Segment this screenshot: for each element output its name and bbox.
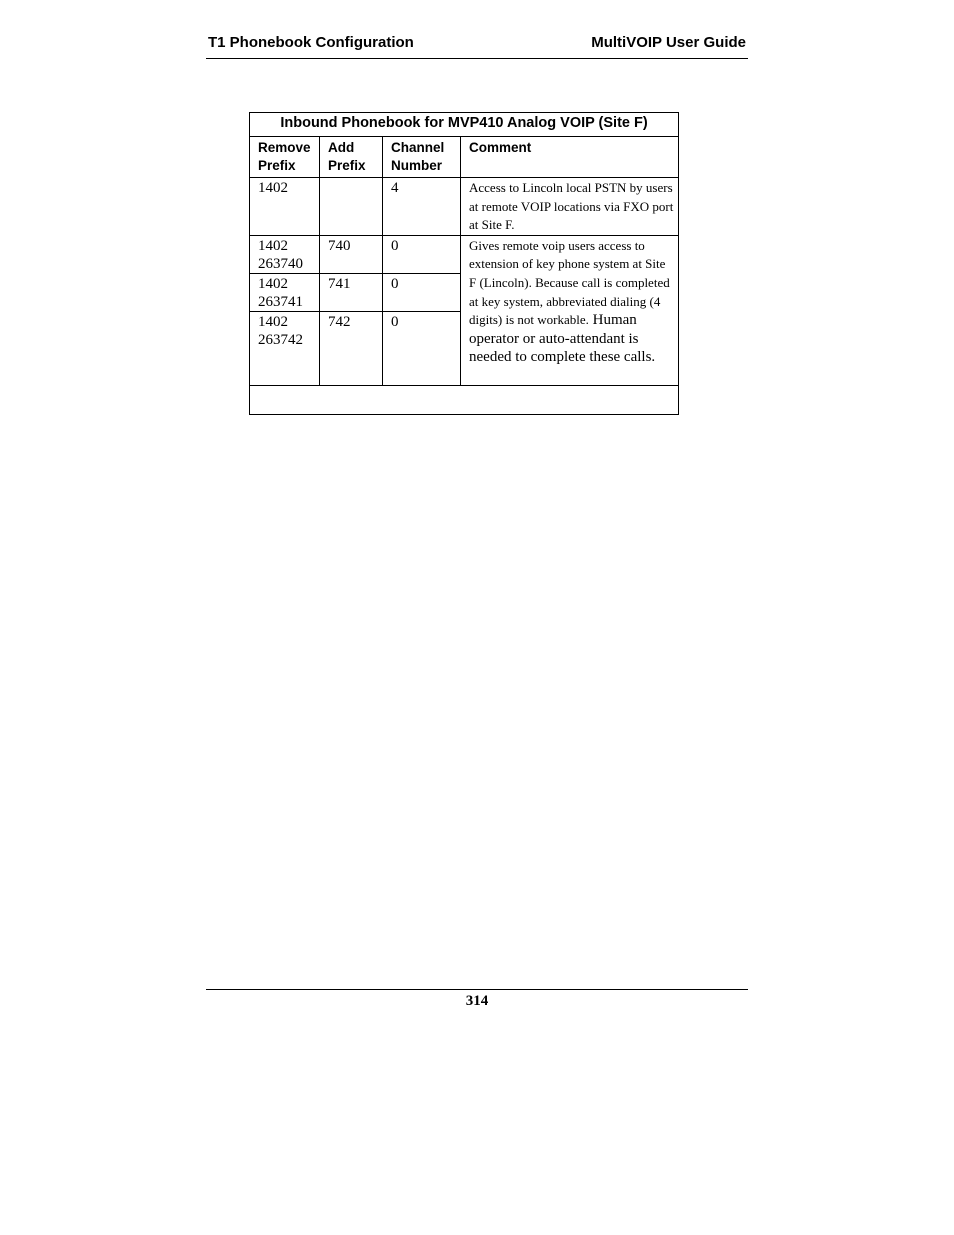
page-header <box>206 33 748 59</box>
add-prefix-cell <box>320 178 383 236</box>
add-prefix-cell: 740 <box>320 235 383 273</box>
channel-cell: 4 <box>383 178 461 236</box>
comment-cell: Access to Lincoln local PSTN by users at remote VOIP locations via FXO port at Site F. <box>461 178 679 236</box>
col-header-remove-prefix: Remove Prefix <box>250 137 320 178</box>
comment-cell: Gives remote voip users access to extension of key phone system at Site F (Lincoln). Because call is completed at key system, abbreviated dialing (4 digits) is not workable. Human operator or auto-attendant is needed to complete these calls. <box>461 235 679 385</box>
add-prefix-cell: 741 <box>320 273 383 311</box>
table-row <box>250 178 679 236</box>
table-row <box>250 235 679 273</box>
empty-cell <box>250 385 679 414</box>
channel-cell: 0 <box>383 311 461 385</box>
page-number: 314 <box>465 993 489 1009</box>
remove-prefix-cell: 1402 263740 <box>250 235 320 273</box>
remove-prefix-cell: 1402 263742 <box>250 311 320 385</box>
col-header-channel-number: Channel Number <box>383 137 461 178</box>
header-section-title: T1 Phonebook Configuration <box>208 34 414 51</box>
page-footer <box>206 989 748 1010</box>
header-guide-title: MultiVOIP User Guide <box>591 34 746 51</box>
empty-row <box>250 385 679 414</box>
remove-prefix-cell: 1402 263741 <box>250 273 320 311</box>
remove-prefix-cell: 1402 <box>250 178 320 236</box>
channel-cell: 0 <box>383 235 461 273</box>
table-title: Inbound Phonebook for MVP410 Analog VOIP (Site F) <box>250 113 679 137</box>
inbound-phonebook-table <box>249 112 679 415</box>
col-header-comment: Comment <box>461 137 679 178</box>
channel-cell: 0 <box>383 273 461 311</box>
col-header-add-prefix: Add Prefix <box>320 137 383 178</box>
add-prefix-cell: 742 <box>320 311 383 385</box>
